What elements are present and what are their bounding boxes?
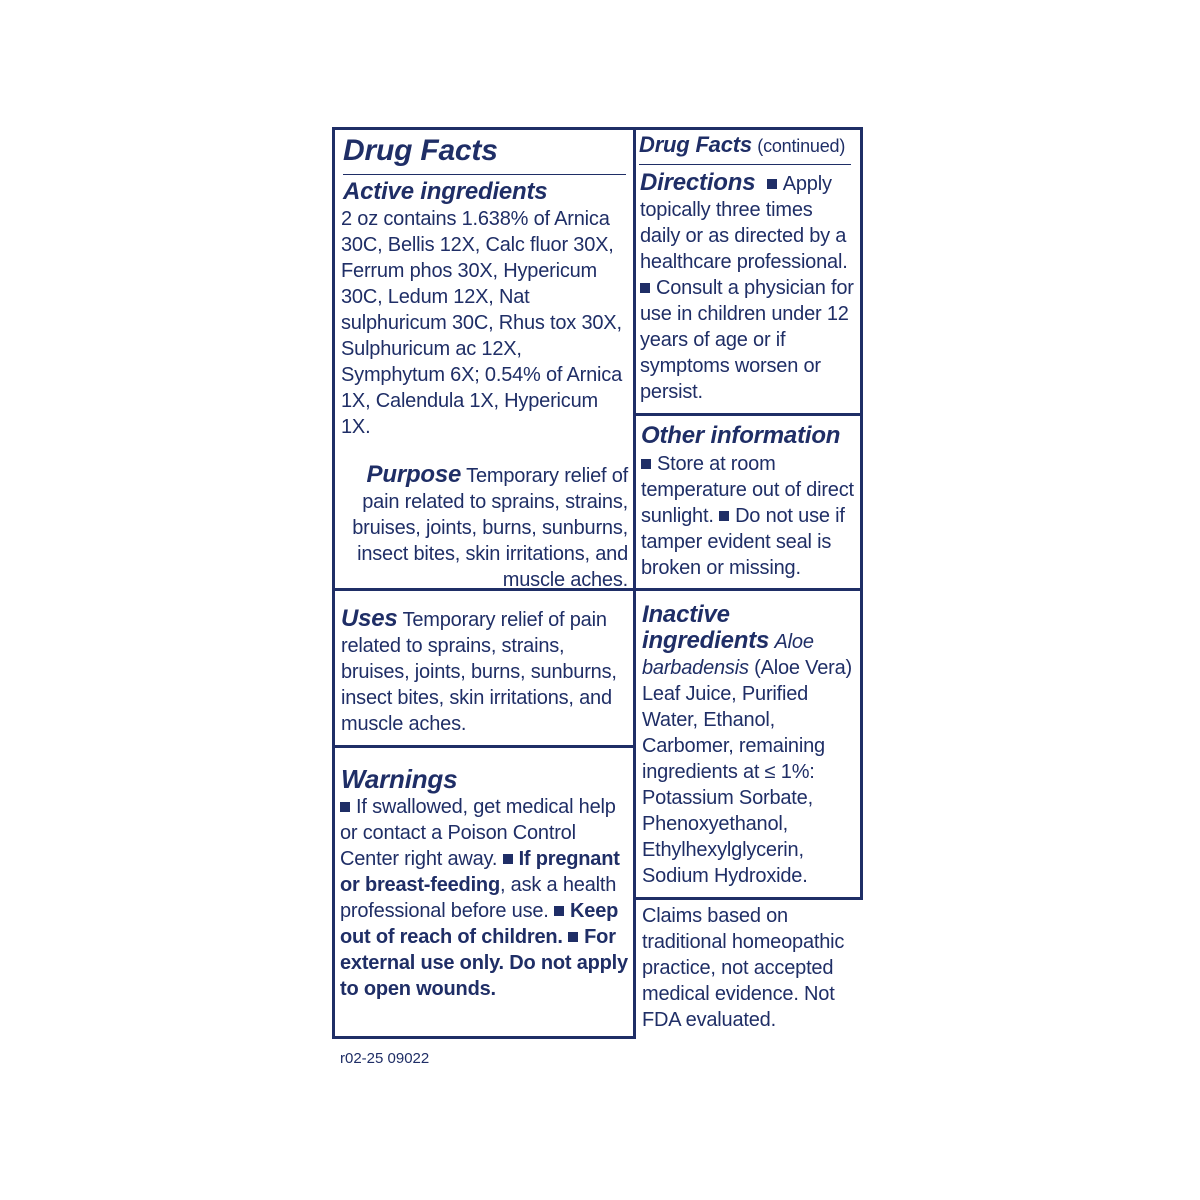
- uses-heading: Uses: [341, 605, 398, 632]
- inactive-italic: Aloe barbadensis: [642, 631, 814, 679]
- active-ingredients-text: 2 oz contains 1.638% of Arnica 30C, Bellis 12X, Calc fluor 30X, Ferrum phos 30X, Hypericum 30C, Ledum 12X, Nat sulphuricum 30C, Rhus tox 30X, Sulphuricum ac 12X, Symphytum 6X; 0.54% of Arnica 1X, Calendula 1X, Hypericum 1X.: [341, 208, 623, 438]
- warning-item-4: For external use only. Do not apply to open wounds.: [340, 926, 628, 1000]
- bullet-icon: [641, 459, 651, 469]
- bullet-icon: [503, 854, 513, 864]
- bullet-icon: [554, 906, 564, 916]
- bullet-icon: [719, 511, 729, 521]
- inactive-block: [642, 603, 856, 889]
- uses-block: [341, 606, 627, 737]
- warning-item-2-rest: , ask a health professional before use.: [340, 874, 617, 922]
- purpose-text: Temporary relief of pain related to sprains, strains, bruises, joints, burns, sunburns, insect bites, skin irritations, and muscle aches.: [352, 465, 628, 591]
- warning-item-1: If swallowed, get medical help or contact a Poison Control Center right away.: [340, 796, 616, 870]
- directions-item-1: Apply topically three times daily or as directed by a healthcare professional.: [640, 173, 848, 273]
- right-title-divider: [639, 164, 851, 165]
- claims-text: Claims based on traditional homeopathic practice, not accepted medical evidence. Not FDA evaluated.: [642, 905, 845, 1031]
- drug-facts-title: Drug Facts: [343, 134, 498, 167]
- directions-heading: Directions: [640, 169, 756, 196]
- warnings-text: [340, 794, 630, 1002]
- warning-item-3: Keep out of reach of children.: [340, 900, 619, 948]
- other-info-heading: Other information: [641, 422, 841, 449]
- purpose-heading: Purpose: [366, 461, 462, 488]
- revision-code: r02-25 09022: [340, 1050, 430, 1067]
- warnings-heading: Warnings: [341, 764, 458, 794]
- continued-title: [639, 132, 859, 159]
- continued-suffix: (continued): [757, 136, 846, 156]
- uses-text: Temporary relief of pain related to sprains, strains, bruises, joints, burns, sunburns, insect bites, skin irritations, and muscle aches.: [341, 609, 617, 735]
- directions-item-2: Consult a physician for use in children under 12 years of age or if symptoms worsen or persist.: [640, 277, 854, 403]
- other-info-item-1: Store at room temperature out of direct sunlight.: [641, 453, 854, 527]
- active-ingredients-heading: Active ingredients: [343, 178, 548, 205]
- bullet-icon: [767, 179, 777, 189]
- inactive-text: (Aloe Vera) Leaf Juice, Purified Water, Ethanol, Carbomer, remaining ingredients at ≤ 1%: Potassium Sorbate, Phenoxyethanol, Ethylhexylglycerin, Sodium Hydroxide.: [642, 657, 852, 887]
- bullet-icon: [340, 802, 350, 812]
- continued-title-main: Drug Facts: [639, 132, 752, 157]
- warning-item-2-bold: If pregnant or breast-feeding: [340, 848, 620, 896]
- other-info-text: [641, 451, 856, 581]
- title-divider: [343, 174, 626, 175]
- purpose-block: [346, 462, 628, 593]
- inactive-heading: Inactive ingredients: [642, 601, 770, 654]
- bullet-icon: [640, 283, 650, 293]
- bullet-icon: [568, 932, 578, 942]
- directions-block: [640, 170, 858, 405]
- other-info-item-2: Do not use if tamper evident seal is broken or missing.: [641, 505, 845, 579]
